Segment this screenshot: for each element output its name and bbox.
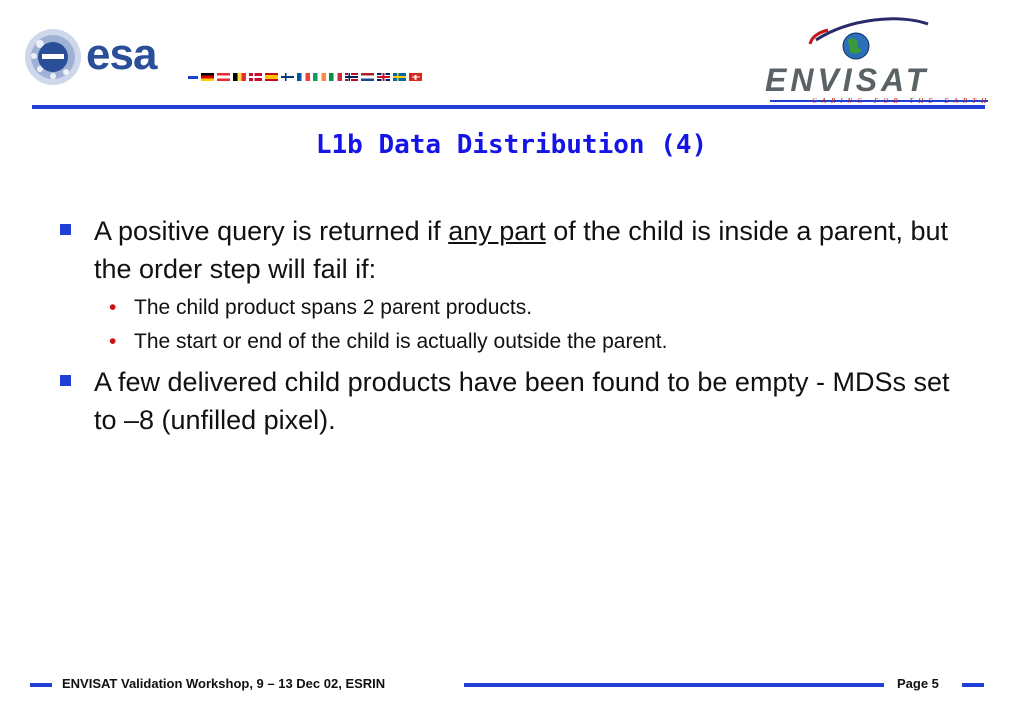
footer-event-text: ENVISAT Validation Workshop, 9 – 13 Dec 02, ESRIN bbox=[62, 676, 386, 691]
bullet-text: A few delivered child products have been found to be empty - MDSs set to –8 (unfilled pixel). bbox=[94, 367, 950, 435]
square-bullet-icon bbox=[60, 375, 71, 386]
belgium-flag-icon bbox=[233, 73, 246, 81]
bullet-item bbox=[58, 363, 963, 439]
flag-rule bbox=[188, 76, 198, 79]
bullet-item bbox=[58, 212, 963, 288]
austria-flag-icon bbox=[217, 73, 230, 81]
header-divider bbox=[32, 105, 985, 109]
france-flag-icon bbox=[297, 73, 310, 81]
envisat-tagline: CARING FOR THE EARTH bbox=[812, 97, 992, 105]
switzerland-flag-icon bbox=[409, 73, 422, 81]
envisat-wordmark: ENVISAT bbox=[765, 62, 930, 98]
dot-bullet-icon: • bbox=[109, 296, 117, 319]
norway-flag-icon bbox=[345, 73, 358, 81]
united-kingdom-flag-icon bbox=[377, 73, 390, 81]
sub-bullet-item bbox=[58, 292, 963, 323]
dot-bullet-icon: • bbox=[109, 330, 117, 353]
sub-bullet-item bbox=[58, 326, 963, 357]
square-bullet-icon bbox=[60, 224, 71, 235]
bullet-text-underlined: any part bbox=[448, 216, 546, 246]
denmark-flag-icon bbox=[249, 73, 262, 81]
netherlands-flag-icon bbox=[361, 73, 374, 81]
page-number: Page 5 bbox=[897, 676, 939, 691]
ireland-flag-icon bbox=[313, 73, 326, 81]
footer-right-dash bbox=[962, 683, 984, 687]
bullet-text-start: A positive query is returned if bbox=[94, 216, 449, 246]
slide-title: L1b Data Distribution (4) bbox=[315, 130, 708, 160]
germany-flag-icon bbox=[201, 73, 214, 81]
sub-bullet-list bbox=[58, 292, 963, 357]
slide-content bbox=[58, 212, 963, 443]
footer-left-dash bbox=[30, 683, 52, 687]
sweden-flag-icon bbox=[393, 73, 406, 81]
finland-flag-icon bbox=[281, 73, 294, 81]
spain-flag-icon bbox=[265, 73, 278, 81]
sub-bullet-text: The child product spans 2 parent products. bbox=[134, 296, 533, 319]
footer-divider bbox=[464, 683, 884, 687]
member-state-flags bbox=[188, 72, 422, 82]
bullet-text-end: of the child is inside a parent, but the order step will fail if: bbox=[94, 216, 948, 284]
sub-bullet-text: The start or end of the child is actually outside the parent. bbox=[134, 330, 668, 353]
italy-flag-icon bbox=[329, 73, 342, 81]
esa-logo-wordmark: esa bbox=[86, 30, 157, 79]
